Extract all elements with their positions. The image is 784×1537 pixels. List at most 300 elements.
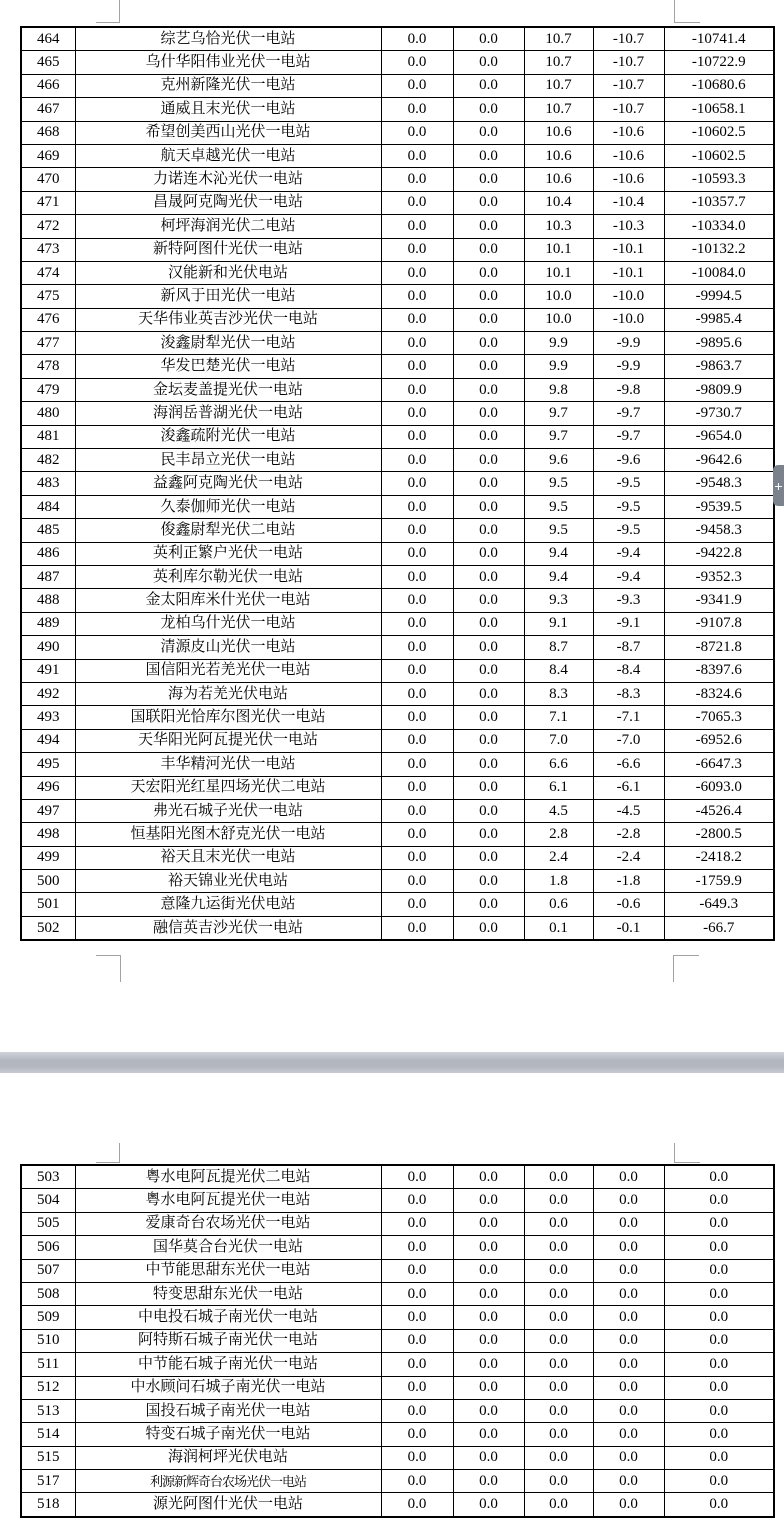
value-cell: 0.0	[453, 542, 524, 565]
value-cell: 0.0	[381, 893, 453, 916]
value-cell: 0.0	[664, 1329, 774, 1352]
value-cell: 10.4	[524, 191, 593, 214]
value-cell: -8721.8	[664, 636, 774, 659]
value-cell: 0.0	[453, 776, 524, 799]
station-name-cell: 金太阳库米什光伏一电站	[75, 589, 381, 612]
row-number-cell: 508	[21, 1282, 75, 1305]
value-cell: 0.0	[453, 1282, 524, 1305]
value-cell: 0.0	[453, 565, 524, 588]
row-number-cell: 471	[21, 191, 75, 214]
station-name-cell: 粤水电阿瓦提光伏一电站	[75, 1189, 381, 1212]
table-row	[21, 1423, 774, 1446]
row-number-cell: 500	[21, 870, 75, 893]
row-number-cell: 513	[21, 1399, 75, 1422]
table-row	[21, 121, 774, 144]
value-cell: 10.3	[524, 215, 593, 238]
value-cell: 10.7	[524, 27, 593, 51]
plus-icon: +	[774, 477, 783, 494]
value-cell: 0.0	[664, 1282, 774, 1305]
value-cell: -6093.0	[664, 776, 774, 799]
value-cell: 0.0	[664, 1259, 774, 1282]
value-cell: 0.0	[381, 1470, 453, 1493]
value-cell: 0.0	[381, 1446, 453, 1469]
station-name-cell: 中节能思甜东光伏一电站	[75, 1259, 381, 1282]
value-cell: 0.0	[453, 799, 524, 822]
value-cell: 0.0	[524, 1259, 593, 1282]
value-cell: 10.6	[524, 144, 593, 167]
value-cell: 0.0	[381, 168, 453, 191]
value-cell: 0.0	[381, 425, 453, 448]
value-cell: -9548.3	[664, 472, 774, 495]
value-cell: -9994.5	[664, 285, 774, 308]
value-cell: -9895.6	[664, 332, 774, 355]
station-name-cell: 国联阳光恰库尔图光伏一电站	[75, 706, 381, 729]
station-name-cell: 昌晟阿克陶光伏一电站	[75, 191, 381, 214]
station-name-cell: 浚鑫尉犁光伏一电站	[75, 332, 381, 355]
station-name-cell: 天宏阳光红星四场光伏二电站	[75, 776, 381, 799]
expand-plus-button[interactable]	[773, 465, 784, 506]
table-row	[21, 1376, 774, 1399]
value-cell: -4526.4	[664, 799, 774, 822]
row-number-cell: 509	[21, 1306, 75, 1329]
row-number-cell: 514	[21, 1423, 75, 1446]
value-cell: -2800.5	[664, 823, 774, 846]
value-cell: -9.5	[593, 495, 664, 518]
value-cell: 0.0	[453, 1470, 524, 1493]
value-cell: -9.4	[593, 542, 664, 565]
table-row	[21, 1212, 774, 1235]
value-cell: 6.6	[524, 753, 593, 776]
value-cell: 0.0	[453, 1493, 524, 1517]
value-cell: 0.0	[381, 659, 453, 682]
table-row	[21, 261, 774, 284]
table-row	[21, 1353, 774, 1376]
row-number-cell: 468	[21, 121, 75, 144]
table-row	[21, 776, 774, 799]
value-cell: -7065.3	[664, 706, 774, 729]
value-cell: -6.6	[593, 753, 664, 776]
value-cell: 0.0	[453, 682, 524, 705]
value-cell: 0.0	[453, 425, 524, 448]
station-name-cell: 特变石城子南光伏一电站	[75, 1423, 381, 1446]
value-cell: -9654.0	[664, 425, 774, 448]
value-cell: -1759.9	[664, 870, 774, 893]
value-cell: 0.0	[593, 1423, 664, 1446]
station-name-cell: 汉能新和光伏电站	[75, 261, 381, 284]
table-row	[21, 378, 774, 401]
value-cell: -10.0	[593, 308, 664, 331]
station-name-cell: 利源新辉奇台农场光伏一电站	[75, 1470, 381, 1493]
station-name-cell: 丰华精河光伏一电站	[75, 753, 381, 776]
value-cell: 0.0	[593, 1493, 664, 1517]
value-cell: 0.0	[453, 729, 524, 752]
value-cell: -10.0	[593, 285, 664, 308]
value-cell: 0.0	[453, 753, 524, 776]
value-cell: -10.6	[593, 168, 664, 191]
value-cell: 0.0	[381, 1189, 453, 1212]
station-name-cell: 柯坪海润光伏二电站	[75, 215, 381, 238]
row-number-cell: 481	[21, 425, 75, 448]
value-cell: 2.8	[524, 823, 593, 846]
table-row	[21, 495, 774, 518]
value-cell: 0.0	[524, 1399, 593, 1422]
value-cell: 0.0	[453, 355, 524, 378]
page1-bottom-left-margin-mark	[96, 955, 121, 982]
value-cell: 0.0	[381, 612, 453, 635]
station-name-cell: 国投石城子南光伏一电站	[75, 1399, 381, 1422]
value-cell: 0.0	[453, 612, 524, 635]
value-cell: 9.1	[524, 612, 593, 635]
row-number-cell: 474	[21, 261, 75, 284]
value-cell: -8397.6	[664, 659, 774, 682]
value-cell: 0.0	[381, 472, 453, 495]
page1-top-left-margin-mark	[96, 0, 120, 23]
value-cell: 0.0	[664, 1212, 774, 1235]
row-number-cell: 505	[21, 1212, 75, 1235]
value-cell: 0.0	[664, 1165, 774, 1189]
value-cell: 0.0	[381, 1329, 453, 1352]
value-cell: 10.7	[524, 51, 593, 74]
value-cell: 0.0	[381, 1493, 453, 1517]
value-cell: 0.0	[593, 1446, 664, 1469]
value-cell: 0.0	[664, 1423, 774, 1446]
value-cell: 0.0	[381, 355, 453, 378]
value-cell: -7.1	[593, 706, 664, 729]
value-cell: -10.6	[593, 121, 664, 144]
table-row	[21, 799, 774, 822]
value-cell: 0.0	[381, 285, 453, 308]
value-cell: 10.1	[524, 261, 593, 284]
value-cell: 0.0	[453, 238, 524, 261]
table-row	[21, 636, 774, 659]
value-cell: 0.0	[593, 1165, 664, 1189]
value-cell: 0.0	[381, 1399, 453, 1422]
table-row	[21, 659, 774, 682]
value-cell: 0.0	[381, 799, 453, 822]
value-cell: -9.6	[593, 449, 664, 472]
value-cell: -10593.3	[664, 168, 774, 191]
station-name-cell: 海为若羌光伏电站	[75, 682, 381, 705]
value-cell: 0.0	[381, 51, 453, 74]
station-name-cell: 龙柏乌什光伏一电站	[75, 612, 381, 635]
value-cell: 0.0	[453, 1165, 524, 1189]
value-cell: 0.0	[453, 261, 524, 284]
value-cell: -10.3	[593, 215, 664, 238]
value-cell: 9.4	[524, 542, 593, 565]
row-number-cell: 487	[21, 565, 75, 588]
table-row	[21, 191, 774, 214]
value-cell: 0.0	[593, 1306, 664, 1329]
value-cell: -9.5	[593, 519, 664, 542]
row-number-cell: 511	[21, 1353, 75, 1376]
value-cell: 0.0	[524, 1306, 593, 1329]
row-number-cell: 499	[21, 846, 75, 869]
value-cell: 0.0	[381, 27, 453, 51]
value-cell: -2.4	[593, 846, 664, 869]
row-number-cell: 482	[21, 449, 75, 472]
value-cell: 0.0	[453, 1353, 524, 1376]
value-cell: -8.3	[593, 682, 664, 705]
value-cell: 2.4	[524, 846, 593, 869]
table-row	[21, 1306, 774, 1329]
value-cell: -9863.7	[664, 355, 774, 378]
value-cell: 0.0	[381, 144, 453, 167]
value-cell: 0.0	[381, 121, 453, 144]
station-name-cell: 通威且末光伏一电站	[75, 98, 381, 121]
value-cell: 0.0	[524, 1446, 593, 1469]
page1-top-right-margin-mark	[674, 0, 700, 23]
row-number-cell: 515	[21, 1446, 75, 1469]
value-cell: -7.0	[593, 729, 664, 752]
row-number-cell: 506	[21, 1236, 75, 1259]
station-name-cell: 中电投石城子南光伏一电站	[75, 1306, 381, 1329]
page-break-separator	[0, 1052, 784, 1073]
value-cell: 0.0	[524, 1470, 593, 1493]
table-row	[21, 425, 774, 448]
value-cell: -10.7	[593, 98, 664, 121]
value-cell: 0.0	[381, 238, 453, 261]
row-number-cell: 467	[21, 98, 75, 121]
value-cell: 0.0	[524, 1189, 593, 1212]
value-cell: 0.0	[524, 1282, 593, 1305]
row-number-cell: 472	[21, 215, 75, 238]
value-cell: 0.0	[381, 402, 453, 425]
value-cell: -4.5	[593, 799, 664, 822]
page1-bottom-right-margin-mark	[673, 955, 699, 982]
value-cell: 0.0	[381, 1165, 453, 1189]
row-number-cell: 498	[21, 823, 75, 846]
station-name-cell: 裕天锦业光伏电站	[75, 870, 381, 893]
value-cell: 9.3	[524, 589, 593, 612]
row-number-cell: 495	[21, 753, 75, 776]
value-cell: 0.0	[524, 1423, 593, 1446]
value-cell: -9.7	[593, 402, 664, 425]
row-number-cell: 518	[21, 1493, 75, 1517]
table-row	[21, 870, 774, 893]
table-row	[21, 332, 774, 355]
station-name-cell: 源光阿图什光伏一电站	[75, 1493, 381, 1517]
value-cell: -9.4	[593, 565, 664, 588]
row-number-cell: 464	[21, 27, 75, 51]
value-cell: 0.0	[524, 1212, 593, 1235]
value-cell: -10.7	[593, 74, 664, 97]
table-row	[21, 27, 774, 51]
station-name-cell: 天华阳光阿瓦提光伏一电站	[75, 729, 381, 752]
pv-station-table-page1	[20, 26, 775, 941]
row-number-cell: 465	[21, 51, 75, 74]
value-cell: 9.5	[524, 519, 593, 542]
value-cell: 9.5	[524, 472, 593, 495]
value-cell: -10658.1	[664, 98, 774, 121]
value-cell: 9.9	[524, 332, 593, 355]
station-name-cell: 英利库尔勒光伏一电站	[75, 565, 381, 588]
value-cell: -0.6	[593, 893, 664, 916]
table-row	[21, 1236, 774, 1259]
value-cell: 0.0	[453, 402, 524, 425]
table-row	[21, 355, 774, 378]
row-number-cell: 480	[21, 402, 75, 425]
value-cell: 0.0	[664, 1306, 774, 1329]
value-cell: -9.9	[593, 355, 664, 378]
value-cell: -8.7	[593, 636, 664, 659]
value-cell: 10.0	[524, 285, 593, 308]
value-cell: 0.1	[524, 916, 593, 940]
value-cell: 0.0	[593, 1470, 664, 1493]
row-number-cell: 507	[21, 1259, 75, 1282]
value-cell: 0.0	[453, 308, 524, 331]
value-cell: 0.0	[664, 1399, 774, 1422]
page2-top-left-margin-mark	[96, 1143, 120, 1163]
value-cell: 0.0	[593, 1329, 664, 1352]
table-row	[21, 729, 774, 752]
row-number-cell: 494	[21, 729, 75, 752]
station-name-cell: 新特阿图什光伏一电站	[75, 238, 381, 261]
value-cell: 0.0	[381, 823, 453, 846]
value-cell: -9.8	[593, 378, 664, 401]
value-cell: 0.0	[381, 1212, 453, 1235]
station-name-cell: 弗光石城子光伏一电站	[75, 799, 381, 822]
value-cell: 0.0	[664, 1189, 774, 1212]
row-number-cell: 496	[21, 776, 75, 799]
table-row	[21, 238, 774, 261]
value-cell: 0.0	[453, 74, 524, 97]
station-name-cell: 克州新隆光伏一电站	[75, 74, 381, 97]
value-cell: 0.0	[593, 1399, 664, 1422]
value-cell: 0.0	[593, 1236, 664, 1259]
value-cell: 0.0	[453, 1259, 524, 1282]
table-row	[21, 472, 774, 495]
value-cell: 0.0	[453, 285, 524, 308]
value-cell: 0.0	[381, 636, 453, 659]
table-row	[21, 542, 774, 565]
row-number-cell: 503	[21, 1165, 75, 1189]
value-cell: -10602.5	[664, 121, 774, 144]
value-cell: 8.7	[524, 636, 593, 659]
table-row	[21, 519, 774, 542]
value-cell: 0.0	[524, 1353, 593, 1376]
value-cell: 0.0	[453, 495, 524, 518]
station-name-cell: 中水顾问石城子南光伏一电站	[75, 1376, 381, 1399]
value-cell: 0.0	[453, 1329, 524, 1352]
value-cell: 0.0	[381, 332, 453, 355]
station-name-cell: 特变思甜东光伏一电站	[75, 1282, 381, 1305]
table-row	[21, 51, 774, 74]
value-cell: -9107.8	[664, 612, 774, 635]
station-name-cell: 粤水电阿瓦提光伏二电站	[75, 1165, 381, 1189]
value-cell: -6952.6	[664, 729, 774, 752]
value-cell: 0.0	[381, 74, 453, 97]
row-number-cell: 475	[21, 285, 75, 308]
value-cell: 0.0	[664, 1353, 774, 1376]
value-cell: 0.0	[453, 472, 524, 495]
value-cell: 0.0	[593, 1282, 664, 1305]
value-cell: 10.6	[524, 121, 593, 144]
row-number-cell: 485	[21, 519, 75, 542]
row-number-cell: 486	[21, 542, 75, 565]
value-cell: 6.1	[524, 776, 593, 799]
value-cell: -10.7	[593, 27, 664, 51]
row-number-cell: 502	[21, 916, 75, 940]
value-cell: 0.0	[381, 191, 453, 214]
value-cell: 0.0	[453, 870, 524, 893]
page2-top-right-margin-mark	[674, 1143, 700, 1163]
value-cell: 0.0	[381, 729, 453, 752]
value-cell: -9.5	[593, 472, 664, 495]
table-row	[21, 1399, 774, 1422]
value-cell: 0.0	[453, 215, 524, 238]
value-cell: 0.0	[453, 332, 524, 355]
value-cell: 0.0	[453, 98, 524, 121]
table-row	[21, 1329, 774, 1352]
value-cell: 10.7	[524, 74, 593, 97]
table-row	[21, 1189, 774, 1212]
value-cell: 1.8	[524, 870, 593, 893]
value-cell: 0.6	[524, 893, 593, 916]
value-cell: 0.0	[381, 215, 453, 238]
table-row	[21, 1259, 774, 1282]
station-name-cell: 裕天且末光伏一电站	[75, 846, 381, 869]
value-cell: 7.0	[524, 729, 593, 752]
value-cell: -10.4	[593, 191, 664, 214]
table-row	[21, 682, 774, 705]
table-row	[21, 449, 774, 472]
station-name-cell: 民丰昂立光伏一电站	[75, 449, 381, 472]
value-cell: -8324.6	[664, 682, 774, 705]
value-cell: 0.0	[381, 261, 453, 284]
value-cell: 0.0	[381, 1376, 453, 1399]
row-number-cell: 504	[21, 1189, 75, 1212]
value-cell: 0.0	[381, 846, 453, 869]
value-cell: -10680.6	[664, 74, 774, 97]
value-cell: 0.0	[381, 565, 453, 588]
station-name-cell: 中节能石城子南光伏一电站	[75, 1353, 381, 1376]
value-cell: -10084.0	[664, 261, 774, 284]
value-cell: -9458.3	[664, 519, 774, 542]
value-cell: 0.0	[593, 1376, 664, 1399]
row-number-cell: 497	[21, 799, 75, 822]
value-cell: 0.0	[453, 378, 524, 401]
value-cell: 9.9	[524, 355, 593, 378]
value-cell: 0.0	[381, 542, 453, 565]
value-cell: 0.0	[664, 1376, 774, 1399]
table-row	[21, 612, 774, 635]
value-cell: 0.0	[453, 51, 524, 74]
value-cell: 9.8	[524, 378, 593, 401]
station-name-cell: 新风于田光伏一电站	[75, 285, 381, 308]
row-number-cell: 469	[21, 144, 75, 167]
row-number-cell: 492	[21, 682, 75, 705]
value-cell: -10334.0	[664, 215, 774, 238]
value-cell: -10741.4	[664, 27, 774, 51]
station-name-cell: 恒基阳光图木舒克光伏一电站	[75, 823, 381, 846]
value-cell: 0.0	[381, 1306, 453, 1329]
value-cell: 10.0	[524, 308, 593, 331]
table-row	[21, 168, 774, 191]
value-cell: -9.1	[593, 612, 664, 635]
value-cell: 0.0	[453, 589, 524, 612]
row-number-cell: 479	[21, 378, 75, 401]
value-cell: 8.3	[524, 682, 593, 705]
value-cell: 0.0	[381, 449, 453, 472]
pv-station-table-page2	[20, 1164, 775, 1518]
value-cell: -10357.7	[664, 191, 774, 214]
station-name-cell: 海润柯坪光伏电站	[75, 1446, 381, 1469]
value-cell: 10.6	[524, 168, 593, 191]
row-number-cell: 489	[21, 612, 75, 635]
value-cell: 0.0	[381, 1353, 453, 1376]
value-cell: 0.0	[524, 1329, 593, 1352]
row-number-cell: 470	[21, 168, 75, 191]
